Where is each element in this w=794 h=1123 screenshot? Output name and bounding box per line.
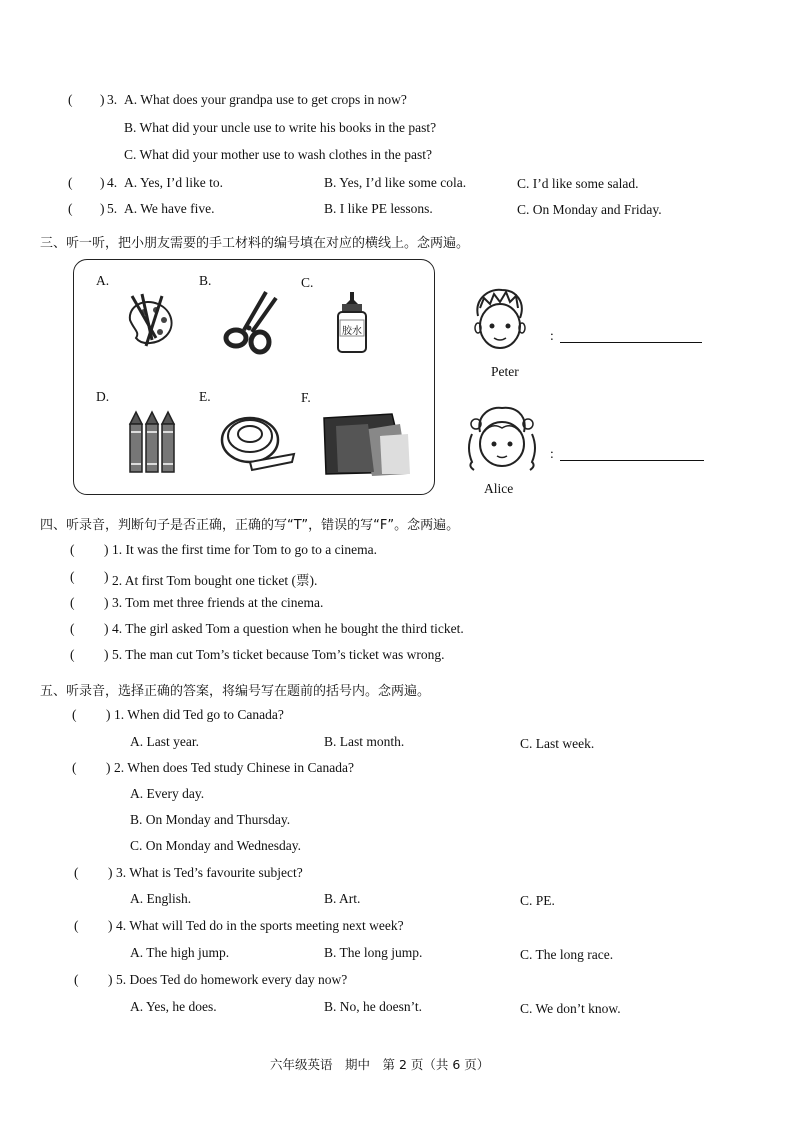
- option-b: B. On Monday and Thursday.: [130, 812, 291, 827]
- option-a: A. Last year.: [130, 734, 199, 749]
- girl-avatar-icon: [462, 404, 542, 476]
- option-a: A. English.: [130, 891, 192, 906]
- answer-paren-close: ): [104, 647, 109, 662]
- answer-paren-close: ): [108, 972, 113, 987]
- item-letter: E.: [199, 389, 211, 404]
- answer-blank: [560, 460, 704, 461]
- answer-paren-open: (: [74, 865, 79, 880]
- answer-blank: [560, 342, 702, 343]
- crayons-icon: [126, 410, 182, 474]
- option-c: C. What did your mother use to wash clothes in the past?: [124, 147, 432, 162]
- option-b: B. No, he doesn’t.: [324, 999, 422, 1014]
- colon: :: [550, 328, 554, 343]
- answer-paren-open: (: [72, 760, 77, 775]
- section-heading: 五、听录音，选择正确的答案，将编号写在题前的括号内。念两遍。: [40, 684, 431, 699]
- question-number: 4.: [107, 175, 118, 190]
- scissors-icon: [222, 290, 282, 356]
- answer-paren-open: (: [74, 972, 79, 987]
- question-text: 4. What will Ted do in the sports meeting next week?: [116, 918, 404, 933]
- answer-paren-open: (: [70, 542, 75, 557]
- tf-statement: 1. It was the first time for Tom to go to a cinema.: [112, 542, 377, 557]
- option-c: C. I’d like some salad.: [517, 176, 639, 191]
- answer-paren-close: ): [108, 865, 113, 880]
- option-a: A. We have five.: [124, 201, 215, 216]
- option-c: C. Last week.: [520, 736, 595, 751]
- option-c: C. On Monday and Friday.: [517, 202, 662, 217]
- page-footer: 六年级英语 期中 第 2 页（共 6 页）: [270, 1057, 490, 1072]
- answer-paren-open: (: [68, 175, 73, 190]
- colored-paper-icon: [322, 412, 412, 478]
- option-c: C. On Monday and Wednesday.: [130, 838, 302, 853]
- option-a: A. Yes, he does.: [130, 999, 217, 1014]
- option-b: B. Art.: [324, 891, 361, 906]
- option-b: B. The long jump.: [324, 945, 423, 960]
- tf-statement: 2. At first Tom bought one ticket (票).: [112, 573, 318, 588]
- answer-paren-close: ): [104, 621, 109, 636]
- answer-paren-open: (: [70, 569, 75, 584]
- option-a: A. Yes, I’d like to.: [124, 175, 224, 190]
- kid-name: Alice: [484, 481, 514, 496]
- item-letter: D.: [96, 389, 110, 404]
- answer-paren-close: ): [106, 707, 111, 722]
- option-a: A. What does your grandpa use to get crops in now?: [124, 92, 407, 107]
- question-text: 3. What is Ted’s favourite subject?: [116, 865, 303, 880]
- answer-paren-close: ): [100, 92, 105, 107]
- answer-paren-open: (: [70, 621, 75, 636]
- answer-paren-open: (: [74, 918, 79, 933]
- answer-paren-open: (: [72, 707, 77, 722]
- paint-palette-icon: [122, 290, 182, 352]
- option-a: A. The high jump.: [130, 945, 230, 960]
- boy-avatar-icon: [470, 286, 530, 356]
- option-b: B. Yes, I’d like some cola.: [324, 175, 467, 190]
- option-a: A. Every day.: [130, 786, 205, 801]
- tape-roll-icon: [218, 410, 298, 474]
- answer-paren-close: ): [106, 760, 111, 775]
- option-c: C. PE.: [520, 893, 555, 908]
- question-text: 5. Does Ted do homework every day now?: [116, 972, 348, 987]
- section-heading: 四、听录音，判断句子是否正确，正确的写“T”，错误的写“F”。念两遍。: [40, 518, 460, 533]
- tf-statement: 5. The man cut Tom’s ticket because Tom’s ticket was wrong.: [112, 647, 445, 662]
- answer-paren-close: ): [104, 569, 109, 584]
- item-letter: A.: [96, 273, 110, 288]
- option-b: B. Last month.: [324, 734, 405, 749]
- option-c: C. We don’t know.: [520, 1001, 621, 1016]
- tf-statement: 3. Tom met three friends at the cinema.: [112, 595, 324, 610]
- answer-paren-open: (: [68, 201, 73, 216]
- option-b: B. I like PE lessons.: [324, 201, 433, 216]
- answer-paren-close: ): [100, 175, 105, 190]
- answer-paren-open: (: [68, 92, 73, 107]
- question-text: 2. When does Ted study Chinese in Canada?: [114, 760, 355, 775]
- question-text: 1. When did Ted go to Canada?: [114, 707, 284, 722]
- option-b: B. What did your uncle use to write his books in the past?: [124, 120, 437, 135]
- answer-paren-close: ): [104, 542, 109, 557]
- answer-paren-open: (: [70, 595, 75, 610]
- question-number: 3.: [107, 92, 118, 107]
- glue-label: 胶水: [342, 326, 362, 337]
- answer-paren-close: ): [108, 918, 113, 933]
- question-number: 5.: [107, 201, 118, 216]
- answer-paren-open: (: [70, 647, 75, 662]
- colon: :: [550, 446, 554, 461]
- kid-name: Peter: [491, 364, 519, 379]
- option-c: C. The long race.: [520, 947, 614, 962]
- answer-paren-close: ): [104, 595, 109, 610]
- item-letter: C.: [301, 275, 314, 290]
- tf-statement: 4. The girl asked Tom a question when he bought the third ticket.: [112, 621, 464, 636]
- section-heading: 三、听一听，把小朋友需要的手工材料的编号填在对应的横线上。念两遍。: [40, 236, 470, 251]
- answer-paren-close: ): [100, 201, 105, 216]
- item-letter: B.: [199, 273, 212, 288]
- item-letter: F.: [301, 390, 311, 405]
